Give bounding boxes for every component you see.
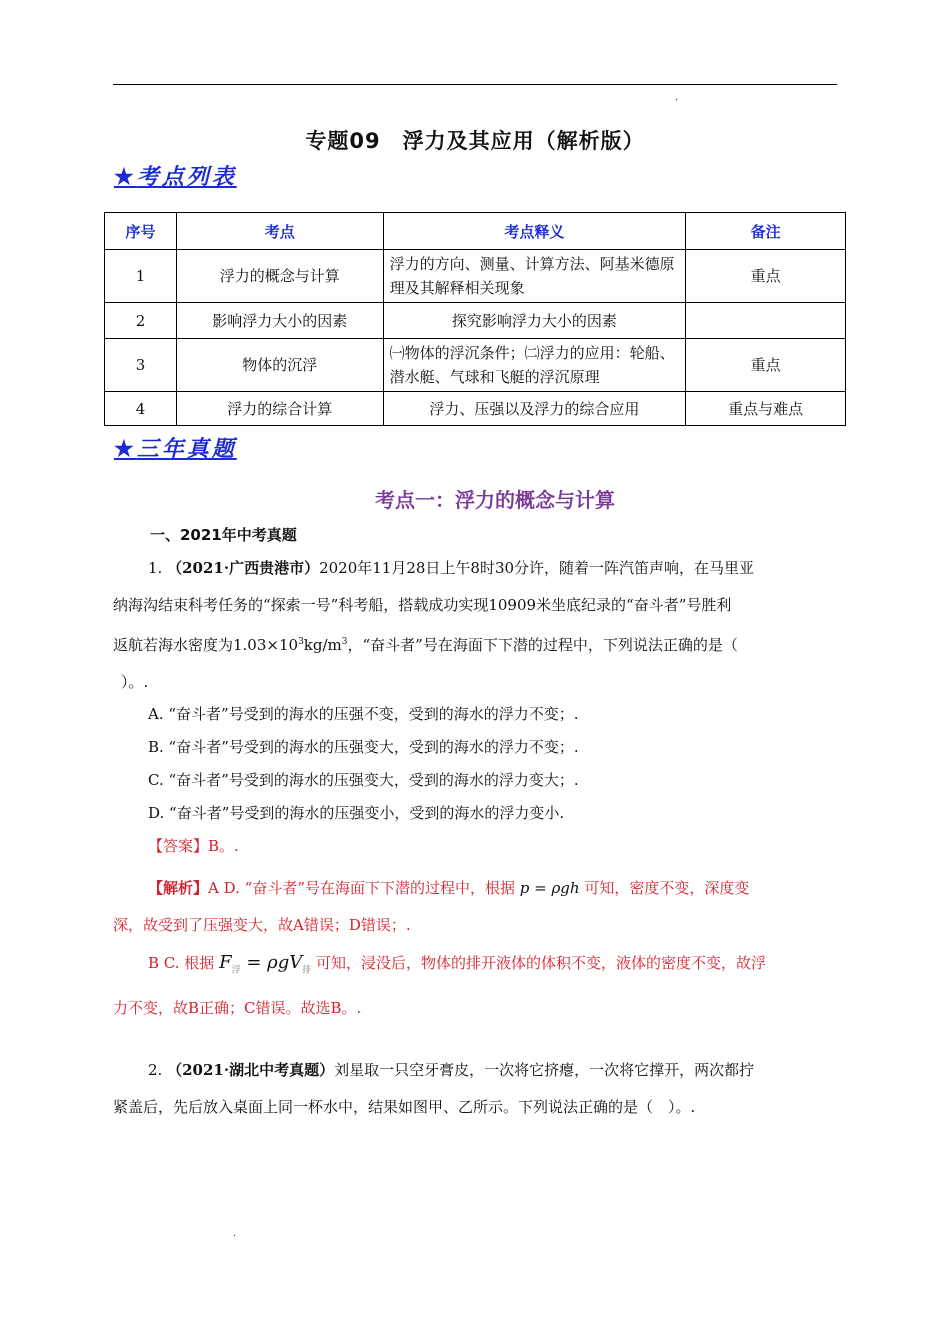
formula-buoyancy: $F_浮 = \rho gV_排$ <box>219 952 312 976</box>
q1-analysis: 【解析】A D. “奋斗者”号在海面下下潜的过程中，根据 p = ρgh 可知，密度不变，深度变 深，故受到了压强变大，故A错误；D错误；. B C. 根据 $F_浮 = \rho gV_排$ 可知，浸没后，物体的排开液体的体积不变，液体的密度不变，故浮 力不变，故B正确；C错误。故选B。. <box>113 870 841 1027</box>
q1-line: ）。. <box>121 673 149 691</box>
cell-note <box>686 303 846 339</box>
cell-note: 重点 <box>686 339 846 392</box>
star-icon: ★ <box>114 436 137 462</box>
cell-desc: 浮力的方向、测量、计算方法、阿基米德原理及其解释相关现象 <box>383 250 686 303</box>
section-heading-exams <box>114 432 237 463</box>
col-header-no: 序号 <box>105 213 177 250</box>
col-header-desc: 考点释义 <box>383 213 686 250</box>
formula-pressure: p = ρgh <box>519 879 580 897</box>
table-header-row <box>105 213 846 250</box>
year-heading: 一、2021年中考真题 <box>150 526 297 544</box>
subtopic-title: 考点一：浮力的概念与计算 <box>375 488 615 512</box>
cell-note: 重点与难点 <box>686 392 846 426</box>
analysis-label: 【解析】 <box>148 879 209 897</box>
cell-desc: 探究影响浮力大小的因素 <box>383 303 686 339</box>
star-icon: ★ <box>114 164 137 190</box>
q1-answer: 【答案】B。. <box>148 837 239 855</box>
q2-line: 紧盖后，先后放入桌面上同一杯水中，结果如图甲、乙所示。下列说法正确的是（ ）。. <box>113 1098 696 1116</box>
q1-option-b: B. “奋斗者”号受到的海水的压强变大，受到的海水的浮力不变；. <box>148 738 579 756</box>
analysis-line: 力不变，故B正确；C错误。故选B。. <box>113 998 362 1017</box>
q1-option-d: D. “奋斗者”号受到的海水的压强变小，受到的海水的浮力变小. <box>148 804 565 822</box>
q1-number: 1. <box>148 559 163 577</box>
section-label: 三年真题 <box>136 436 237 462</box>
q2-source: （2021·湖北中考真题） <box>167 1061 335 1079</box>
cell-point: 浮力的综合计算 <box>176 392 383 426</box>
section-label: 考点列表 <box>136 164 237 190</box>
header-dot: . <box>675 92 679 103</box>
analysis-line: 深，故受到了压强变大，故A错误；D错误；. <box>113 916 411 934</box>
page-title: 专题09 浮力及其应用（解析版） <box>305 129 645 153</box>
q2-text: 2. （2021·湖北中考真题）刘星取一只空牙膏皮，一次将它挤瘪，一次将它撑开，两次都拧 紧盖后，先后放入桌面上同一杯水中，结果如图甲、乙所示。下列说法正确的是（ ）。. <box>113 1052 841 1126</box>
cell-point: 影响浮力大小的因素 <box>176 303 383 339</box>
section-heading-points <box>114 160 237 191</box>
col-header-point: 考点 <box>176 213 383 250</box>
cell-point: 物体的沉浮 <box>176 339 383 392</box>
cell-point: 浮力的概念与计算 <box>176 250 383 303</box>
q1-text <box>113 550 841 701</box>
cell-no: 3 <box>105 339 177 392</box>
points-table <box>104 212 846 426</box>
q1-line: 返航若海水密度为$1.03\times 10^3kg/m^3$，“奋斗者”号在海面下下潜的过程中，下列说法正确的是（ <box>113 636 738 654</box>
q1-line: 2020年11月28日上午8时30分许，随着一阵汽笛声响，在马里亚 <box>319 559 755 577</box>
table-row <box>105 339 846 392</box>
cell-no: 1 <box>105 250 177 303</box>
cell-note: 重点 <box>686 250 846 303</box>
table-row <box>105 250 846 303</box>
q1-line: 纳海沟结束科考任务的“探索一号”科考船，搭载成功实现10909米坐底纪录的“奋斗者”号胜利 <box>113 596 732 614</box>
q1-option-a: A. “奋斗者”号受到的海水的压强不变，受到的海水的浮力不变；. <box>148 705 579 723</box>
col-header-note: 备注 <box>686 213 846 250</box>
table-row <box>105 392 846 426</box>
q1-source: （2021·广西贵港市） <box>167 559 320 577</box>
q1-option-c: C. “奋斗者”号受到的海水的压强变大，受到的海水的浮力变大；. <box>148 771 579 789</box>
cell-no: 2 <box>105 303 177 339</box>
table-row <box>105 303 846 339</box>
footer-dot: . <box>233 1228 237 1239</box>
q2-number: 2. <box>148 1061 163 1079</box>
cell-desc: ㈠物体的浮沉条件；㈡浮力的应用：轮船、潜水艇、气球和飞艇的浮沉原理 <box>383 339 686 392</box>
cell-no: 4 <box>105 392 177 426</box>
cell-desc: 浮力、压强以及浮力的综合应用 <box>383 392 686 426</box>
header-rule <box>113 84 837 85</box>
